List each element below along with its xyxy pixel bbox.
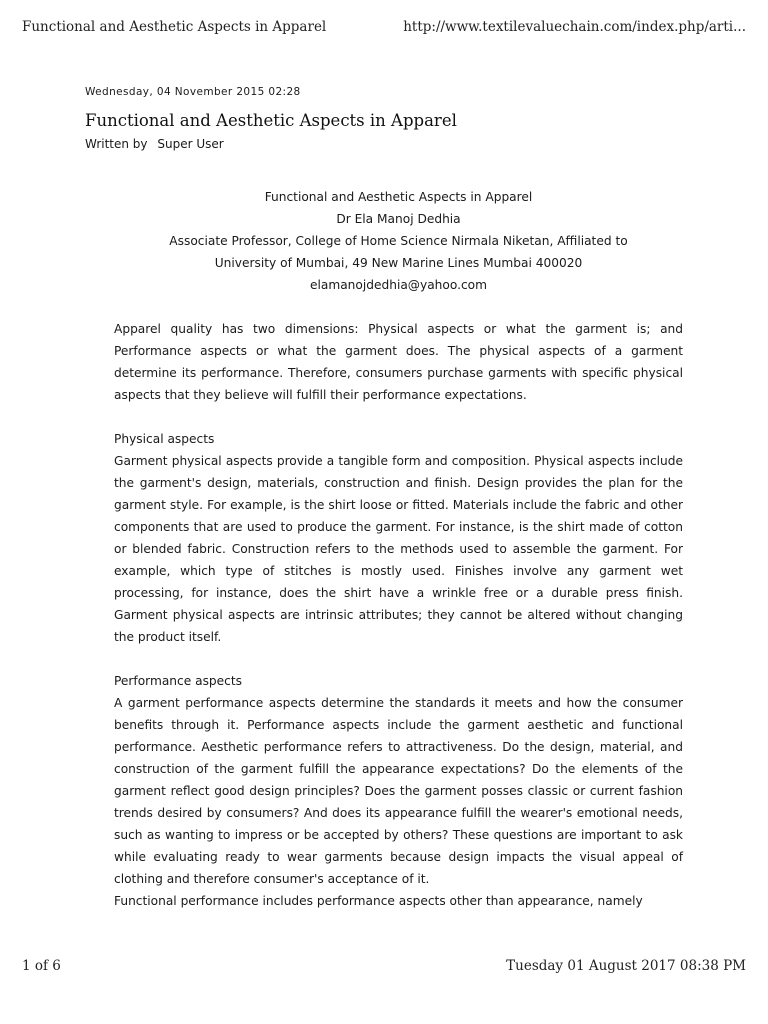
page-number: 1 of 6 xyxy=(22,958,61,974)
byline-author: Super User xyxy=(157,137,224,151)
performance-paragraph: A garment performance aspects determine the standards it meets and how the consumer benefits through it. Performance aspects include the garment aesthetic and functional performance. Aesthetic performance refers to attractiveness. Do the design, material, and construction of the garment fulfill the appearance expectations? Do the elements of the garment reflect good design principles? Does the garment posses classic or current fashion trends desired by consumers? And does its appearance fulfill the wearer's emotional needs, such as wanting to impress or be accepted by others? These questions are important to ask while evaluating ready to wear garments because design impacts the visual appeal of clothing and therefore consumer's acceptance of it. xyxy=(114,696,683,886)
article-header xyxy=(85,84,685,153)
functional-paragraph: Functional performance includes performance aspects other than appearance, namely xyxy=(114,894,643,908)
article-body xyxy=(114,186,683,912)
intro-paragraph: Apparel quality has two dimensions: Physical aspects or what the garment is; and Performance aspects or what the garment does. The physical aspects of a garment determine its performance. Therefore, consumers purchase garments with specific physical aspects that they believe will fulfill their performance expectations. xyxy=(114,322,683,402)
print-header xyxy=(22,19,746,39)
title-block xyxy=(114,186,683,296)
spacer xyxy=(114,648,683,670)
physical-heading: Physical aspects xyxy=(114,432,215,446)
byline-label: Written by xyxy=(85,137,148,151)
center-title: Functional and Aesthetic Aspects in Apparel xyxy=(264,190,533,204)
print-header-title: Functional and Aesthetic Aspects in Apparel xyxy=(22,19,327,35)
center-affiliation-1: Associate Professor, College of Home Science Nirmala Niketan, Affiliated to xyxy=(169,234,628,248)
performance-heading: Performance aspects xyxy=(114,674,242,688)
physical-paragraph: Garment physical aspects provide a tangible form and composition. Physical aspects include the garment's design, materials, construction and finish. Design provides the plan for the garment style. For example, is the shirt loose or fitted. Materials include the fabric and other components that are used to produce the garment. For instance, is the shirt made of cotton or blended fabric. Construction refers to the methods used to assemble the garment. For example, which type of stitches is mostly used. Finishes involve any garment wet processing, for instance, does the shirt have a wrinkle free or a durable press finish. Garment physical aspects are intrinsic attributes; they cannot be altered without changing the product itself. xyxy=(114,454,683,644)
print-timestamp: Tuesday 01 August 2017 08:38 PM xyxy=(506,958,746,974)
center-author: Dr Ela Manoj Dedhia xyxy=(336,212,461,226)
spacer xyxy=(114,406,683,428)
center-email[interactable]: elamanojdedhia@yahoo.com xyxy=(309,278,487,292)
article-title[interactable]: Functional and Aesthetic Aspects in Apparel xyxy=(85,111,457,130)
print-header-url[interactable]: http://www.textilevaluechain.com/index.php/arti... xyxy=(403,19,746,35)
center-affiliation-2: University of Mumbai, 49 New Marine Lines Mumbai 400020 xyxy=(214,256,583,270)
spacer xyxy=(114,296,683,318)
article-date: Wednesday, 04 November 2015 02:28 xyxy=(85,86,301,98)
byline xyxy=(85,135,685,153)
print-footer xyxy=(22,958,746,978)
